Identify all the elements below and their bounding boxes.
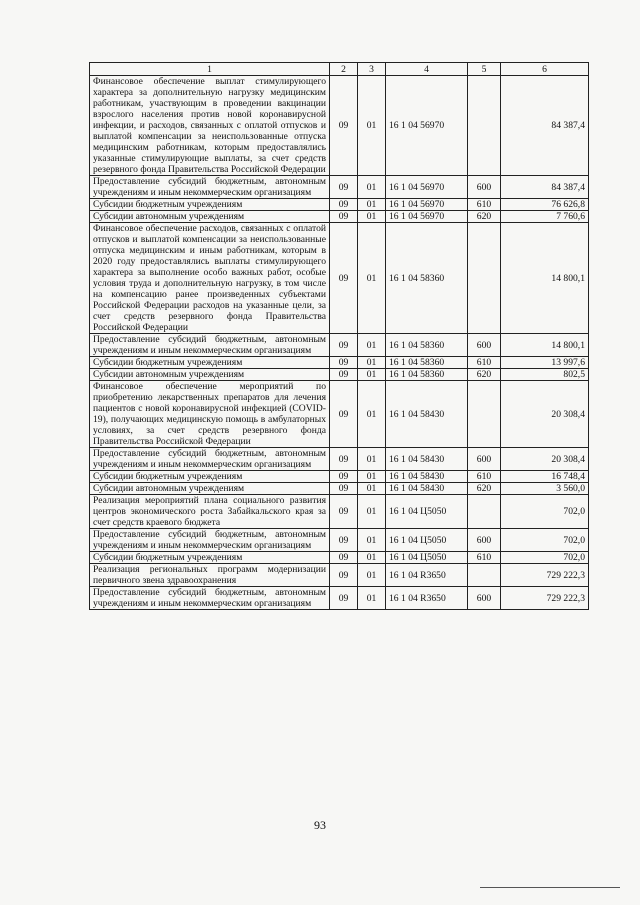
- row-name-cell: Финансовое обеспечение мероприятий по приобретению лекарственных препаратов для лечения пациентов с новой коронавирусной инфекцией (COVID-19), получающих медицинскую помощь в амбулаторных условиях, за счет средств резервного фонда Правительства Российской Федерации: [90, 381, 330, 448]
- section-code-cell: 09: [330, 529, 358, 552]
- header-cell: 5: [468, 63, 501, 76]
- row-name-cell: Субсидии бюджетным учреждениям: [90, 199, 330, 211]
- expense-type-cell: [468, 76, 501, 176]
- target-article-cell: 16 1 04 56970: [386, 76, 468, 176]
- section-code-cell: 09: [330, 357, 358, 369]
- expense-type-cell: 610: [468, 199, 501, 211]
- row-name-cell: Реализация региональных программ модернизации первичного звена здравоохранения: [90, 564, 330, 587]
- expense-type-cell: 620: [468, 211, 501, 223]
- table-row: [90, 495, 589, 529]
- section-code-cell: 09: [330, 199, 358, 211]
- table-row: [90, 471, 589, 483]
- section-code-cell: 09: [330, 471, 358, 483]
- subsection-code-cell: 01: [358, 381, 386, 448]
- expense-type-cell: [468, 495, 501, 529]
- target-article-cell: 16 1 04 58360: [386, 357, 468, 369]
- table-row: [90, 357, 589, 369]
- target-article-cell: 16 1 04 56970: [386, 199, 468, 211]
- amount-cell: 20 308,4: [501, 381, 589, 448]
- amount-cell: 13 997,6: [501, 357, 589, 369]
- subsection-code-cell: 01: [358, 357, 386, 369]
- table-row: [90, 448, 589, 471]
- subsection-code-cell: 01: [358, 483, 386, 495]
- table-row: [90, 529, 589, 552]
- subsection-code-cell: 01: [358, 552, 386, 564]
- expense-type-cell: [468, 381, 501, 448]
- header-cell: 6: [501, 63, 589, 76]
- target-article-cell: 16 1 04 58430: [386, 448, 468, 471]
- expense-type-cell: 600: [468, 529, 501, 552]
- section-code-cell: 09: [330, 369, 358, 381]
- subsection-code-cell: 01: [358, 334, 386, 357]
- footer-rule: [480, 887, 620, 888]
- table-row: [90, 587, 589, 610]
- subsection-code-cell: 01: [358, 587, 386, 610]
- amount-cell: 802,5: [501, 369, 589, 381]
- section-code-cell: 09: [330, 223, 358, 334]
- amount-cell: 84 387,4: [501, 176, 589, 199]
- subsection-code-cell: 01: [358, 369, 386, 381]
- row-name-cell: Предоставление субсидий бюджетным, автономным учреждениям и иным некоммерческим организациям: [90, 587, 330, 610]
- amount-cell: 7 760,6: [501, 211, 589, 223]
- expense-type-cell: 610: [468, 471, 501, 483]
- target-article-cell: 16 1 04 R3650: [386, 587, 468, 610]
- row-name-cell: Субсидии автономным учреждениям: [90, 369, 330, 381]
- row-name-cell: Субсидии бюджетным учреждениям: [90, 471, 330, 483]
- row-name-cell: Предоставление субсидий бюджетным, автономным учреждениям и иным некоммерческим организациям: [90, 529, 330, 552]
- header-cell: 4: [386, 63, 468, 76]
- row-name-cell: Субсидии автономным учреждениям: [90, 483, 330, 495]
- amount-cell: 84 387,4: [501, 76, 589, 176]
- section-code-cell: 09: [330, 495, 358, 529]
- amount-cell: 3 560,0: [501, 483, 589, 495]
- subsection-code-cell: 01: [358, 495, 386, 529]
- target-article-cell: 16 1 04 Ц5050: [386, 529, 468, 552]
- section-code-cell: 09: [330, 211, 358, 223]
- section-code-cell: 09: [330, 552, 358, 564]
- expense-type-cell: 600: [468, 587, 501, 610]
- amount-cell: 14 800,1: [501, 334, 589, 357]
- amount-cell: 702,0: [501, 495, 589, 529]
- table-row: [90, 176, 589, 199]
- amount-cell: 20 308,4: [501, 448, 589, 471]
- subsection-code-cell: 01: [358, 223, 386, 334]
- table-row: [90, 334, 589, 357]
- table-row: [90, 381, 589, 448]
- table-row: [90, 223, 589, 334]
- expense-type-cell: [468, 223, 501, 334]
- row-name-cell: Реализация мероприятий плана социального развития центров экономического роста Забайкальского края за счет средств краевого бюджета: [90, 495, 330, 529]
- amount-cell: 76 626,8: [501, 199, 589, 211]
- header-cell: 2: [330, 63, 358, 76]
- row-name-cell: Финансовое обеспечение расходов, связанных с оплатой отпусков и выплатой компенсации за неиспользованные отпуска медицинским и иным работникам, которым в 2020 году предоставлялись выплаты стимулирующего характера за выполнение особо важных работ, особые условия труда и дополнительную нагрузку, в том числе на компенсацию ранее произведенных субъектами Российской Федерации расходов на указанные цели, за счет средств резервного фонда Правительства Российской Федерации: [90, 223, 330, 334]
- amount-cell: 729 222,3: [501, 587, 589, 610]
- subsection-code-cell: 01: [358, 529, 386, 552]
- row-name-cell: Предоставление субсидий бюджетным, автономным учреждениям и иным некоммерческим организациям: [90, 176, 330, 199]
- budget-table: [89, 62, 589, 610]
- section-code-cell: 09: [330, 381, 358, 448]
- subsection-code-cell: 01: [358, 564, 386, 587]
- subsection-code-cell: 01: [358, 199, 386, 211]
- target-article-cell: 16 1 04 58430: [386, 471, 468, 483]
- target-article-cell: 16 1 04 58360: [386, 334, 468, 357]
- section-code-cell: 09: [330, 483, 358, 495]
- subsection-code-cell: 01: [358, 471, 386, 483]
- row-name-cell: Субсидии бюджетным учреждениям: [90, 552, 330, 564]
- expense-type-cell: 620: [468, 369, 501, 381]
- target-article-cell: 16 1 04 Ц5050: [386, 552, 468, 564]
- row-name-cell: Субсидии бюджетным учреждениям: [90, 357, 330, 369]
- target-article-cell: 16 1 04 56970: [386, 211, 468, 223]
- target-article-cell: 16 1 04 58360: [386, 223, 468, 334]
- subsection-code-cell: 01: [358, 211, 386, 223]
- expense-type-cell: 610: [468, 552, 501, 564]
- subsection-code-cell: 01: [358, 76, 386, 176]
- section-code-cell: 09: [330, 334, 358, 357]
- subsection-code-cell: 01: [358, 176, 386, 199]
- expense-type-cell: 600: [468, 334, 501, 357]
- amount-cell: 702,0: [501, 552, 589, 564]
- expense-type-cell: 620: [468, 483, 501, 495]
- table-row: [90, 211, 589, 223]
- section-code-cell: 09: [330, 76, 358, 176]
- target-article-cell: 16 1 04 58430: [386, 483, 468, 495]
- target-article-cell: 16 1 04 56970: [386, 176, 468, 199]
- expense-type-cell: 610: [468, 357, 501, 369]
- table-row: [90, 369, 589, 381]
- table-row: [90, 76, 589, 176]
- expense-type-cell: 600: [468, 448, 501, 471]
- target-article-cell: 16 1 04 58360: [386, 369, 468, 381]
- section-code-cell: 09: [330, 176, 358, 199]
- row-name-cell: Предоставление субсидий бюджетным, автономным учреждениям и иным некоммерческим организациям: [90, 448, 330, 471]
- target-article-cell: 16 1 04 Ц5050: [386, 495, 468, 529]
- table-row: [90, 552, 589, 564]
- row-name-cell: Финансовое обеспечение выплат стимулирующего характера за дополнительную нагрузку медицинским работникам, участвующим в проведении вакцинации взрослого населения против новой коронавирусной инфекции, и расходов, связанных с оплатой отпусков и выплатой компенсации за неиспользованные отпуска медицинским работникам, которым предоставлялись указанные стимулирующие выплаты, за счет средств резервного фонда Правительства Российской Федерации: [90, 76, 330, 176]
- expense-type-cell: [468, 564, 501, 587]
- amount-cell: 14 800,1: [501, 223, 589, 334]
- row-name-cell: Субсидии автономным учреждениям: [90, 211, 330, 223]
- section-code-cell: 09: [330, 564, 358, 587]
- table-row: [90, 199, 589, 211]
- header-cell: 1: [90, 63, 330, 76]
- amount-cell: 16 748,4: [501, 471, 589, 483]
- amount-cell: 729 222,3: [501, 564, 589, 587]
- amount-cell: 702,0: [501, 529, 589, 552]
- table-header-row: [90, 63, 589, 76]
- subsection-code-cell: 01: [358, 448, 386, 471]
- target-article-cell: 16 1 04 58430: [386, 381, 468, 448]
- row-name-cell: Предоставление субсидий бюджетным, автономным учреждениям и иным некоммерческим организациям: [90, 334, 330, 357]
- expense-type-cell: 600: [468, 176, 501, 199]
- table-row: [90, 483, 589, 495]
- table-row: [90, 564, 589, 587]
- section-code-cell: 09: [330, 448, 358, 471]
- header-cell: 3: [358, 63, 386, 76]
- page-number: 93: [314, 818, 326, 832]
- section-code-cell: 09: [330, 587, 358, 610]
- target-article-cell: 16 1 04 R3650: [386, 564, 468, 587]
